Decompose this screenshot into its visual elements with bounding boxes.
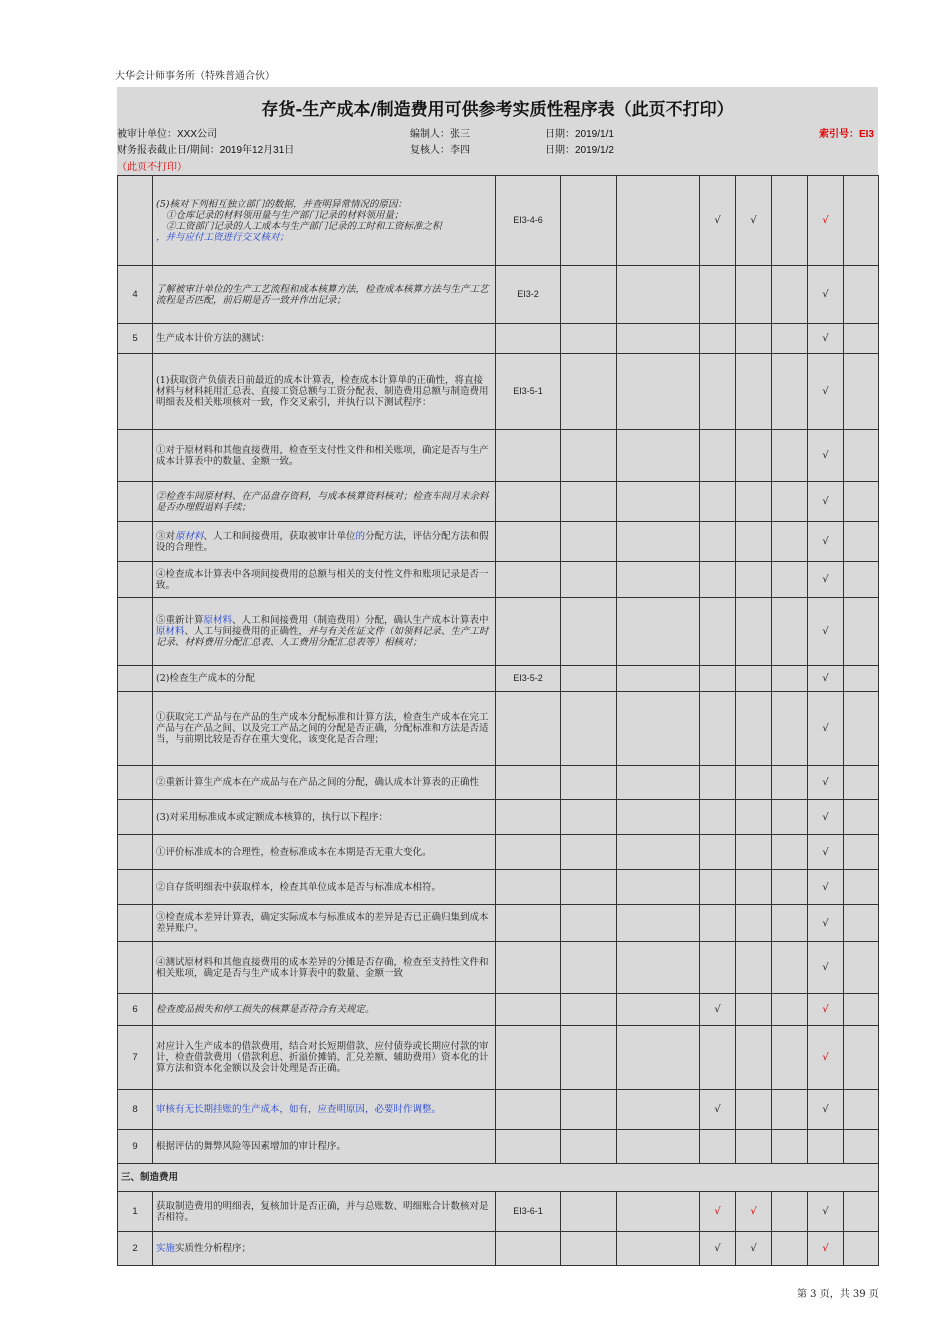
check-mark: √	[808, 598, 844, 666]
row-number	[118, 766, 153, 800]
text-segment: ⑤重新计算	[156, 615, 204, 626]
procedure-line: ①仓库记录的材料领用量与生产部门记录的材料领用量；	[166, 209, 404, 221]
procedure-line: ，并与应付工资进行交叉核对；	[156, 231, 290, 243]
text-segment: 、人工和间接费用（制造费用）分配，确认生产成本计算表中	[232, 615, 489, 626]
procedure-text: ③检查成本差异计算表，确定实际成本与标准成本的差异是否已正确归集到成本差异账户。	[153, 905, 496, 942]
section-title: 三、制造费用	[118, 1164, 879, 1192]
check-mark: √	[808, 266, 844, 324]
text-segment: 的	[355, 530, 366, 542]
page-footer: 第 3 页，共 39 页	[797, 1289, 879, 1300]
check-mark: √	[808, 1232, 844, 1266]
check-mark: √	[808, 905, 844, 942]
check-mark: √	[736, 1232, 772, 1266]
firm-name: 大华会计师事务所（特殊普通合伙）	[115, 71, 275, 82]
procedure-text: ②检查车间原材料、在产品盘存资料，与成本核算资料核对；检查车间月末余料是否办理假退料手续；	[153, 482, 496, 522]
table-row	[118, 176, 879, 266]
procedure-text: 根据评估的舞弊风险等因素增加的审计程序。	[153, 1130, 496, 1164]
procedure-text: ②自存货明细表中获取样本，检查其单位成本是否与标准成本相符。	[153, 870, 496, 905]
row-number: 5	[118, 324, 153, 354]
row-number	[118, 176, 153, 266]
check-mark: √	[808, 835, 844, 870]
table-row	[118, 562, 879, 598]
section-row	[118, 1164, 879, 1192]
procedure-text: ①获取完工产品与在产品的生产成本分配标准和计算方法，检查生产成本在完工产品与在产品之间、以及完工产品之间的分配是否正确，分配标准和方法是否适当，与前期比较是否存在重大变化，该变化是否合理；	[153, 692, 496, 766]
table-row	[118, 324, 879, 354]
table-row	[118, 994, 879, 1026]
check-mark: √	[808, 176, 844, 266]
check-mark: √	[700, 1090, 736, 1130]
index-ref: EI3-2	[496, 266, 561, 324]
reviewer: 复核人：李四	[410, 145, 470, 156]
row-number	[118, 562, 153, 598]
index-ref: EI3-5-2	[496, 666, 561, 692]
table-row	[118, 766, 879, 800]
procedure-text: ④测试原材料和其他直接费用的成本差异的分摊是否存确，检查至支持性文件和相关账项，确定是否与生产成本计算表中的数量、金额一致	[153, 942, 496, 994]
table-row	[118, 1026, 879, 1090]
procedure-text: 生产成本计价方法的测试：	[153, 324, 496, 354]
row-number	[118, 522, 153, 562]
text-segment: 并与有关佐证文件（如领料记录、生产工时记录、材料费用分配汇总表、人工费用分配汇总表等）相核对；	[156, 626, 489, 648]
table-row	[118, 598, 879, 666]
check-mark: √	[808, 870, 844, 905]
index-ref: EI3-4-6	[496, 176, 561, 266]
check-mark: √	[808, 692, 844, 766]
procedure-text: (1)获取资产负债表日前最近的成本计算表，检查成本计算单的正确性，将直接材料与材料耗用汇总表、直接工资总额与工资分配表、制造费用总额与制造费用明细表及相关账项核对一致，作交叉索引，并执行以下测试程序：	[153, 354, 496, 430]
table-row	[118, 1192, 879, 1232]
table-row	[118, 692, 879, 766]
period: 财务报表截止日/期间：2019年12月31日	[117, 145, 295, 156]
row-number: 7	[118, 1026, 153, 1090]
table-row	[118, 1090, 879, 1130]
procedure-text	[153, 522, 496, 562]
audited-unit: 被审计单位：XXX公司	[117, 129, 218, 140]
row-number: 6	[118, 994, 153, 1026]
page-title: 存货-生产成本/制造费用可供参考实质性程序表（此页不打印）	[261, 100, 734, 120]
check-mark: √	[808, 1090, 844, 1130]
procedure-text: 了解被审计单位的生产工艺流程和成本核算方法，检查成本核算方法与生产工艺流程是否匹配，前后期是否一致并作出记录；	[153, 266, 496, 324]
procedure-text: 审核有无长期挂账的生产成本，如有，应查明原因，必要时作调整。	[153, 1090, 496, 1130]
check-mark: √	[808, 482, 844, 522]
row-number	[118, 430, 153, 482]
row-number: 9	[118, 1130, 153, 1164]
row-number: 8	[118, 1090, 153, 1130]
text-segment: 分配方法，评估分配方法和假设的合理性。	[156, 530, 489, 553]
procedure-text	[153, 598, 496, 666]
procedure-text: ②重新计算生产成本在产成品与在产品之间的分配，确认成本计算表的正确性	[153, 766, 496, 800]
procedure-line: ②工资部门记录的人工成本与生产部门记录的工时和工资标准之积	[166, 220, 442, 232]
check-mark: √	[808, 1026, 844, 1090]
text-segment: 原材料	[175, 530, 204, 542]
table-row	[118, 800, 879, 835]
table-row	[118, 870, 879, 905]
row-number	[118, 905, 153, 942]
check-mark: √	[808, 666, 844, 692]
text-segment: 、人工与间接费用的正确性，	[184, 626, 309, 637]
procedure-text	[153, 176, 496, 266]
check-mark: √	[808, 942, 844, 994]
row-number: 2	[118, 1232, 153, 1266]
not-printed-note: （此页不打印）	[117, 162, 187, 173]
index-ref: EI3-6-1	[496, 1192, 561, 1232]
row-number	[118, 482, 153, 522]
procedure-text: 获取制造费用的明细表，复核加计是否正确，并与总账数、明细账合计数核对是否相符。	[153, 1192, 496, 1232]
text-segment: ③对	[156, 530, 176, 542]
text-segment: 实施	[156, 1243, 176, 1254]
procedure-text: 对应计入生产成本的借款费用，结合对长短期借款、应付债券或长期应付款的审计，检查借款费用（借款利息、折溢价摊销、汇兑差额、辅助费用）资本化的计算方法和资本化金额以及会计处理是否正确。	[153, 1026, 496, 1090]
table-row	[118, 482, 879, 522]
check-mark: √	[700, 994, 736, 1026]
check-mark: √	[736, 176, 772, 266]
check-mark: √	[700, 176, 736, 266]
procedure-text: (2)检查生产成本的分配	[153, 666, 496, 692]
prep-date: 日期：2019/1/1	[545, 129, 614, 140]
row-number	[118, 692, 153, 766]
table-row	[118, 1130, 879, 1164]
check-mark: √	[736, 1192, 772, 1232]
procedure-text: ④检查成本计算表中各项间接费用的总额与相关的支付性文件和账项记录是否一致。	[153, 562, 496, 598]
row-number	[118, 800, 153, 835]
check-mark: √	[808, 1192, 844, 1232]
preparer: 编制人：张三	[410, 129, 470, 140]
text-segment: 实质性分析程序；	[175, 1243, 252, 1254]
procedure-text: ①评价标准成本的合理性，检查标准成本在本期是否无重大变化。	[153, 835, 496, 870]
row-number: 4	[118, 266, 153, 324]
check-mark: √	[808, 800, 844, 835]
index-number: 索引号：EI3	[819, 129, 875, 140]
check-mark: √	[700, 1192, 736, 1232]
check-mark: √	[808, 324, 844, 354]
text-segment: 原材料	[203, 615, 233, 626]
check-mark: √	[808, 562, 844, 598]
row-number	[118, 666, 153, 692]
check-mark: √	[808, 522, 844, 562]
check-mark: √	[700, 1232, 736, 1266]
check-mark: √	[808, 994, 844, 1026]
procedure-text: (3)对采用标准成本或定额成本核算的，执行以下程序：	[153, 800, 496, 835]
text-segment: 、人工和间接费用，获取被审计单位	[203, 530, 356, 542]
table-row	[118, 835, 879, 870]
table-row	[118, 1232, 879, 1266]
review-date: 日期：2019/1/2	[545, 145, 614, 156]
index-ref: EI3-5-1	[496, 354, 561, 430]
header-panel	[117, 87, 878, 175]
table-row	[118, 942, 879, 994]
check-mark: √	[808, 430, 844, 482]
procedure-line: (5)核对下列相互独立部门的数据，并查明异常情况的原因：	[156, 198, 407, 210]
row-number	[118, 835, 153, 870]
row-number	[118, 942, 153, 994]
check-mark: √	[808, 354, 844, 430]
text-segment: 原材料	[156, 626, 185, 637]
row-number: 1	[118, 1192, 153, 1232]
row-number	[118, 870, 153, 905]
table-row	[118, 522, 879, 562]
procedure-text: ①对于原材料和其他直接费用，检查至支付性文件和相关账项，确定是否与生产成本计算表中的数量、金额一致。	[153, 430, 496, 482]
table-row	[118, 905, 879, 942]
table-row	[118, 666, 879, 692]
table-row	[118, 354, 879, 430]
check-mark: √	[808, 766, 844, 800]
procedure-text	[153, 1232, 496, 1266]
table-row	[118, 430, 879, 482]
table-row	[118, 266, 879, 324]
row-number	[118, 598, 153, 666]
procedure-text: 检查废品损失和停工损失的核算是否符合有关规定。	[153, 994, 496, 1026]
procedure-table	[117, 175, 879, 1266]
row-number	[118, 354, 153, 430]
